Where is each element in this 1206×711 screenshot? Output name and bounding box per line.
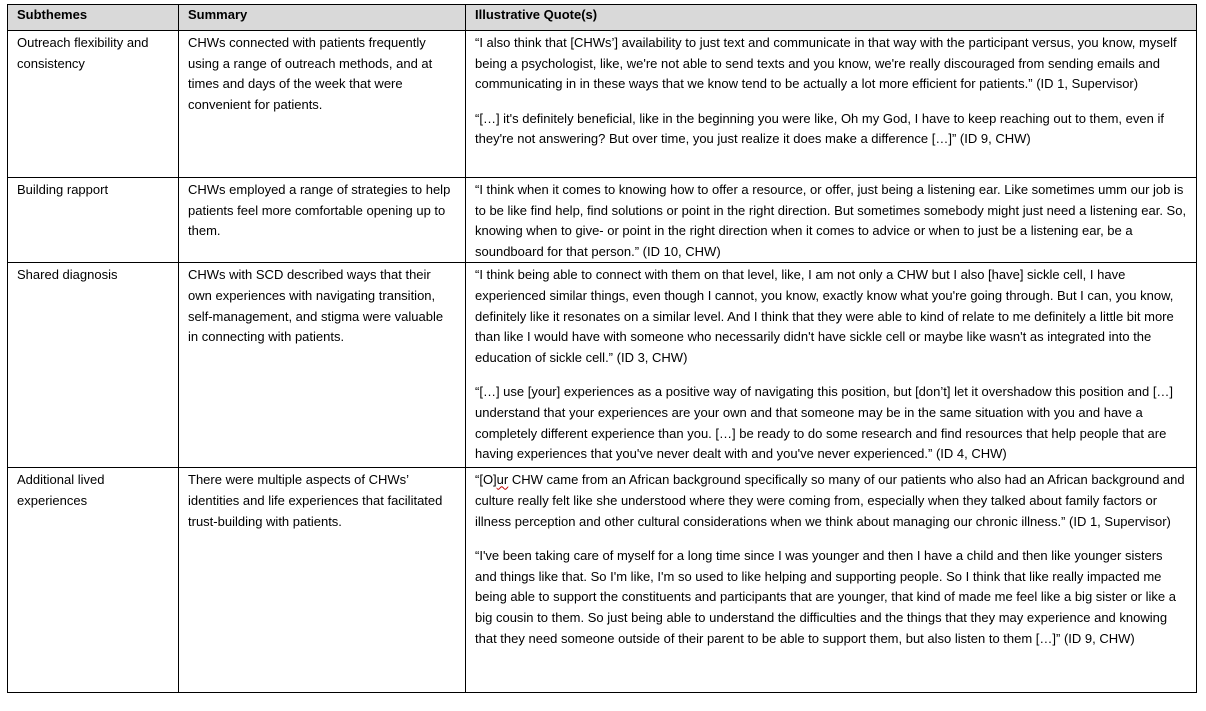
header-quotes: Illustrative Quote(s) (466, 5, 1197, 31)
subtheme-cell: Additional lived experiences (8, 468, 179, 693)
quote-text: “I think being able to connect with them on that level, like, I am not only a CHW but I also [have] sickle cell, I have experienced similar things, even though I cannot, you know, exactly know what you're going through. But I can, you know, definitely like it resonates on a similar level. And I think that they were able to kind of relate to me definitely a little bit more than like I would have with someone who necessarily didn't have sickle cell or maybe like wasn't as integrated into the education of sickle cell.” (ID 3, CHW) (475, 267, 1174, 365)
quote-body: CHW came from an African background specifically so many of our patients who also had an African background and culture really felt like she understood where they were coming from, especially when they talked about family factors or illness perception and other cultural considerations when we think about managing our chronic illness.” (ID 1, Supervisor) (475, 472, 1185, 529)
quotes-cell (466, 178, 1197, 263)
quote-text (475, 470, 1187, 532)
summary-cell: CHWs connected with patients frequently using a range of outreach methods, and at times and days of the week that were convenient for patients. (179, 31, 466, 178)
quotes-cell (466, 468, 1197, 693)
quotes-cell (466, 31, 1197, 178)
table-row (8, 468, 1197, 693)
table-row (8, 178, 1197, 263)
quote-text: “I've been taking care of myself for a long time since I was younger and then I have a child and then like younger sisters and things like that. So I'm like, I'm so used to like helping and supporting people. So I think that like really impacted me being able to support the constituents and participants that are younger, that kind of made me feel like a big sister or like a big cousin to them. So just being able to understand the difficulties and the things that they may experience and knowing that they need someone outside of their parent to be able to support them, but also listen to them […]” (ID 9, CHW) (475, 548, 1176, 646)
header-subthemes: Subthemes (8, 5, 179, 31)
quote-text: “[…] use [your] experiences as a positive way of navigating this position, but [don’t] let it overshadow this position and […] understand that your experiences are your own and that someone may be in the same situation with you and have a completely different experience than you. […] be ready to do some research and find resources that help people that are having experiences that you've never dealt with and you've never experienced.” (ID 4, CHW) (475, 384, 1174, 462)
table-header-row (8, 5, 1197, 31)
document-page (7, 4, 1196, 693)
themes-table (7, 4, 1197, 693)
quote-text: “[…] it's definitely beneficial, like in the beginning you were like, Oh my God, I have to keep reaching out to them, even if they're not answering? But over time, you just realize it does make a difference […]” (ID 9, CHW) (475, 110, 1164, 147)
quote-prefix: “[O] (475, 472, 497, 488)
summary-cell: CHWs employed a range of strategies to help patients feel more comfortable opening up to them. (179, 178, 466, 263)
table-row (8, 263, 1197, 468)
subtheme-cell: Shared diagnosis (8, 263, 179, 468)
header-summary: Summary (179, 5, 466, 31)
subtheme-cell: Building rapport (8, 178, 179, 263)
subtheme-cell: Outreach flexibility and consistency (8, 31, 179, 178)
table-row (8, 31, 1197, 178)
quote-text: “I think when it comes to knowing how to offer a resource, or offer, just being a listening ear. Like sometimes umm our job is to be like find help, find solutions or point in the right direction. But sometimes somebody might just need a listening ear. So, knowing when to give- or point in the right direction when it comes to advice or when to just be a listening ear, be a soundboard for that person.” (ID 10, CHW) (475, 182, 1187, 259)
summary-cell: CHWs with SCD described ways that their own experiences with navigating transition, self-management, and stigma were valuable in connecting with patients. (179, 263, 466, 468)
quote-text: “I also think that [CHWs’] availability to just text and communicate in that way with the participant versus, you know, myself being a psychologist, like, we're not able to send texts and you know, we're really discouraged from sending emails and communicating in in these ways that we know tend to be actually a lot more efficient for patients.” (ID 1, Supervisor) (475, 35, 1177, 92)
spellcheck-underline: ur (496, 472, 509, 488)
summary-cell: There were multiple aspects of CHWs’ identities and life experiences that facilitated trust-building with patients. (179, 468, 466, 693)
quotes-cell (466, 263, 1197, 468)
